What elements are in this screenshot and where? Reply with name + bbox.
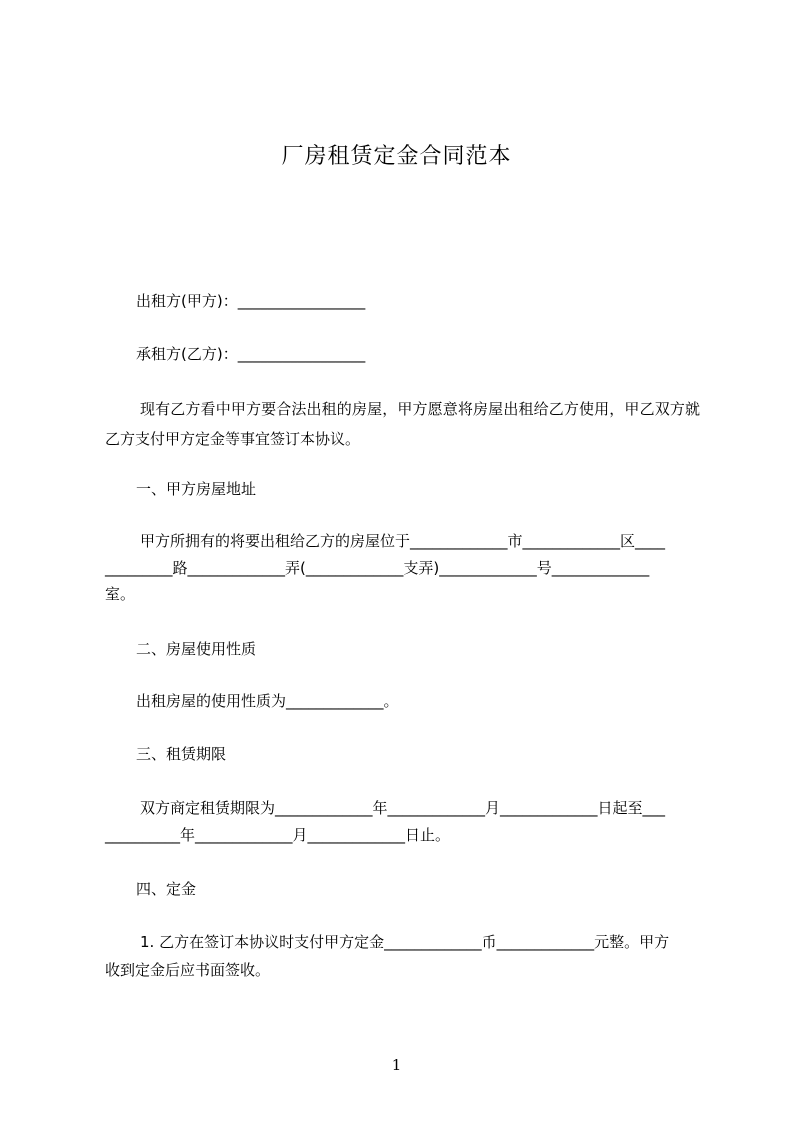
section1-line2: _________路_____________弄(_____________支弄)_____________号_____________ <box>105 559 650 577</box>
section2-body: 出租房屋的使用性质为_____________。 <box>136 692 399 710</box>
section3-line1: 双方商定租赁期限为_____________年_____________月_____________日起至___ <box>140 799 666 817</box>
intro-paragraph: 现有乙方看中甲方要合法出租的房屋，甲方愿意将房屋出租给乙方使用，甲乙双方就乙方支付甲方定金等事宜签订本协议。 <box>105 400 700 448</box>
section3-heading: 三、租赁期限 <box>136 745 227 763</box>
lessor-line: 出租方(甲方)：_________________ <box>136 292 366 310</box>
section4-heading: 四、定金 <box>136 880 197 898</box>
section1-line3: 室。 <box>105 585 136 603</box>
lessee-line: 承租方(乙方)：_________________ <box>136 345 366 363</box>
section1-line1: 甲方所拥有的将要出租给乙方的房屋位于_____________市_____________区____ <box>140 532 666 550</box>
section4-line1: 1. 乙方在签订本协议时支付甲方定金_____________币_____________元整。甲方 <box>140 933 670 951</box>
section4-line2: 收到定金后应书面签收。 <box>105 961 271 979</box>
section2-heading: 二、房屋使用性质 <box>136 640 257 658</box>
page-number: 1 <box>391 1056 402 1074</box>
document-title: 厂房租赁定金合同范本 <box>281 144 512 169</box>
section3-line2: __________年_____________月_____________日止。 <box>105 826 451 844</box>
section1-heading: 一、甲方房屋地址 <box>136 480 257 498</box>
